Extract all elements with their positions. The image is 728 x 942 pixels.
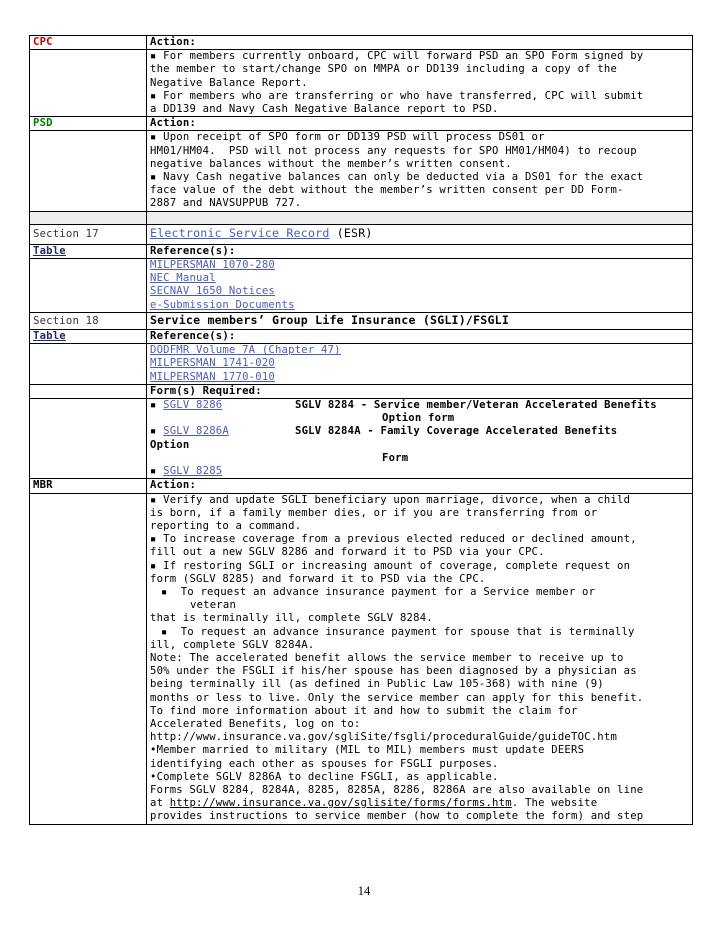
table-row — [30, 259, 693, 313]
table-row — [30, 344, 693, 385]
table-row — [30, 50, 693, 117]
table-row — [30, 244, 693, 258]
reference-links — [147, 344, 693, 385]
table-row — [30, 117, 693, 131]
forms-list: ▪ SGLV 8286 SGLV 8284 - Service member/Veteran Accelerated Benefits Option form ▪ SGLV 8286A SGLV 8284A - Family Coverage Accelerated Benefits Option Form ▪ SGLV 8285 — [147, 399, 693, 479]
reference-link[interactable]: e-Submission Documents — [150, 298, 295, 311]
table-2-label[interactable]: Table — [33, 330, 66, 343]
table-row — [30, 479, 693, 493]
cpc-action-text: ▪ For members currently onboard, CPC will forward PSD an SPO Form signed by the member to start/change SPO on MMPA or DD139 including a copy of the Negative Balance Report. ▪ For members who are transferring or who have transferred, CPC will submit a DD139 and Navy Cash Negative Balance report to PSD. — [147, 50, 693, 117]
mbr-label: MBR — [33, 479, 53, 492]
table-row — [30, 330, 693, 344]
psd-action-header: Action: — [150, 117, 197, 130]
reference-link[interactable]: MILPERSMAN 1070-280 — [150, 259, 275, 272]
reference-link[interactable]: MILPERSMAN 1770-010 — [150, 370, 275, 383]
references-header: Reference(s): — [150, 330, 236, 343]
mbr-action-header: Action: — [150, 479, 197, 492]
esr-link[interactable]: Electronic Service Record — [150, 225, 330, 240]
reference-link[interactable]: MILPERSMAN 1741-020 — [150, 357, 275, 370]
reference-link[interactable]: DODFMR Volume 7A (Chapter 47) — [150, 344, 341, 357]
cpc-label: CPC — [33, 36, 53, 48]
form-link[interactable]: SGLV 8286 — [163, 399, 223, 412]
section-row — [30, 224, 693, 244]
form-description: Option — [150, 438, 190, 451]
table-row — [30, 493, 693, 824]
table-row — [30, 36, 693, 50]
form-link[interactable]: SGLV 8285 — [163, 465, 223, 478]
mbr-action-text: ▪ Verify and update SGLI beneficiary upon marriage, divorce, when a child is born, if a family member dies, or if you are transferring from or reporting to a command. ▪ To increase coverage from a previous elected reduced or declined amount, fill out a new SGLV 8286 and forward it to PSD via your CPC. ▪ If restoring SGLI or increasing amount of coverage, complete request on form (SGLV 8285) and forward it to PSD via the CPC. ▪ To request an advance insurance payment for a Service member or veteran that is terminally ill, complete SGLV 8284. ▪ To request an advance insurance payment for spouse that is terminally ill, complete SGLV 8284A. Note: The accelerated benefit allows the service member to receive up to 50% under the FSGLI if his/her spouse has been diagnosed by a physician as being terminally ill (as defined in Public Law 105-368) with nine (9) months or less to live. Only the service member can apply for this benefit. To find more information about it and how to submit the claim for Accelerated Benefits, log on to: http://www.insurance.va.gov/sgliSite/fsgli/proceduralGuide/guideTOC.htm •Member married to military (MIL to MIL) members must update DEERS identifying each other as spouses for FSGLI purposes. •Complete SGLV 8286A to decline FSGLI, as applicable. Forms SGLV 8284, 8284A, 8285, 8285A, 8286, 8286A are also available on line at http://www.insurance.va.gov/sglisite/forms/forms.htm. The website provides instructions to service member (how to complete the form) and step — [147, 493, 693, 824]
table-row — [30, 131, 693, 211]
cpc-action-header: Action: — [150, 36, 197, 48]
table-row — [30, 399, 693, 479]
reference-links — [147, 259, 693, 313]
procedures-table — [29, 35, 693, 825]
reference-link[interactable]: SECNAV 1650 Notices — [150, 285, 275, 298]
form-description: Option form — [382, 412, 455, 425]
section-17-label: Section 17 — [33, 227, 99, 240]
page-number: 14 — [357, 884, 371, 898]
form-description: SGLV 8284 - Service member/Veteran Accelerated Benefits — [295, 399, 657, 412]
section-18-label: Section 18 — [33, 314, 99, 327]
reference-link[interactable]: NEC Manual — [150, 272, 216, 285]
section-17-title-suffix: (ESR) — [329, 225, 373, 240]
references-header: Reference(s): — [150, 244, 236, 257]
psd-label: PSD — [33, 117, 53, 130]
forms-website-link[interactable]: http://www.insurance.va.gov/sglisite/forms/forms.htm — [169, 797, 512, 810]
forms-required-header: Form(s) Required: — [150, 384, 262, 397]
table-row — [30, 384, 693, 398]
document-page — [29, 35, 692, 825]
table-1-label[interactable]: Table — [33, 244, 66, 257]
form-description: Form — [382, 451, 409, 464]
form-link[interactable]: SGLV 8286A — [163, 425, 229, 438]
spacer-row — [30, 211, 693, 224]
section-18-title: Service members’ Group Life Insurance (SGLI)/FSGLI — [150, 312, 510, 327]
psd-action-text: ▪ Upon receipt of SPO form or DD139 PSD will process DS01 or HM01/HM04. PSD will not process any requests for SPO HM01/HM04) to recoup negative balances without the member’s written consent. ▪ Navy Cash negative balances can only be deducted via a DS01 for the exact face value of the debt without the member’s written consent per DD Form- 2887 and NAVSUPPUB 727. — [147, 131, 693, 211]
form-description: SGLV 8284A - Family Coverage Accelerated Benefits — [295, 425, 618, 438]
section-row — [30, 312, 693, 329]
